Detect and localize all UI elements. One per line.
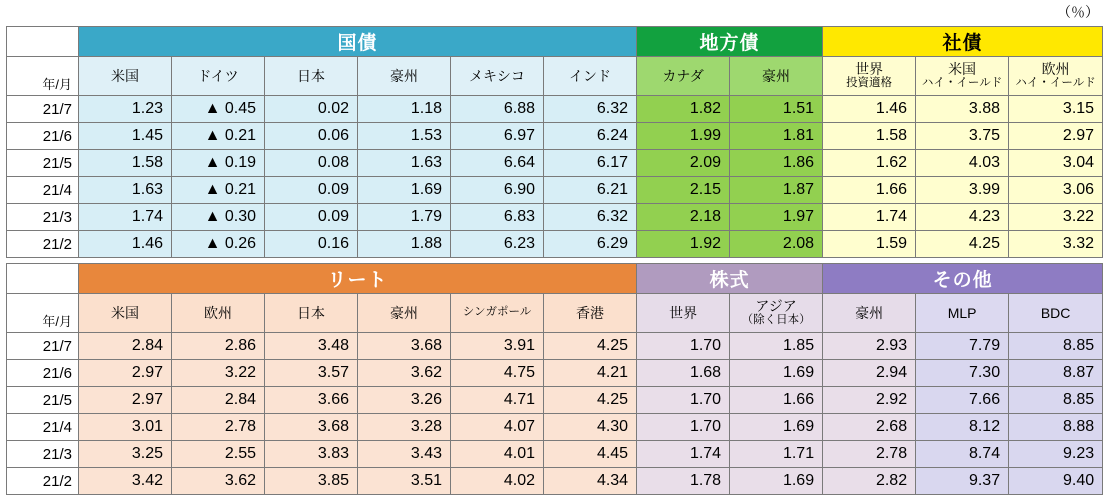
yield-tables [6,26,1103,495]
col-header-equity-asia-ex-japan: アジア （除く日本） [730,294,823,333]
cell-value: 1.69 [730,414,823,441]
cell-value: 1.69 [358,177,451,204]
cell-value: 6.88 [451,96,544,123]
cell-value: 6.21 [544,177,637,204]
cell-value: 3.99 [916,177,1009,204]
cell-value: 8.12 [916,414,1009,441]
cell-value: 0.09 [265,204,358,231]
cell-value: 6.32 [544,204,637,231]
cell-value: 1.99 [637,123,730,150]
cell-value: 1.66 [730,387,823,414]
cell-value: 7.30 [916,360,1009,387]
cell-value: ▲ 0.21 [172,123,265,150]
cell-value: 3.68 [358,333,451,360]
group-header-row-1 [7,27,1103,57]
cell-value: 4.02 [451,468,544,495]
cell-value: 4.71 [451,387,544,414]
row-period: 21/2 [7,468,79,495]
cell-value: 3.32 [1009,231,1103,258]
cell-value: 4.25 [544,387,637,414]
cell-value: 6.32 [544,96,637,123]
cell-value: 1.85 [730,333,823,360]
cell-value: 3.15 [1009,96,1103,123]
cell-value: 1.68 [637,360,730,387]
cell-value: 8.74 [916,441,1009,468]
col-header-jgb-us: 米国 [79,57,172,96]
cell-value: 1.71 [730,441,823,468]
cell-value: 9.37 [916,468,1009,495]
cell-value: 1.70 [637,333,730,360]
cell-value: 8.85 [1009,387,1103,414]
row-period: 21/7 [7,333,79,360]
col-header-reit-japan: 日本 [265,294,358,333]
cell-value: 4.34 [544,468,637,495]
cell-value: 6.97 [451,123,544,150]
cell-value: 2.92 [823,387,916,414]
group-header-muni: 地方債 [637,27,823,57]
row-period: 21/7 [7,96,79,123]
table-block-2 [6,263,1103,495]
cell-value: 4.07 [451,414,544,441]
cell-value: 2.78 [172,414,265,441]
cell-value: 3.66 [265,387,358,414]
table-block-1 [6,26,1103,258]
cell-value: 9.23 [1009,441,1103,468]
table-row [7,360,1103,387]
table-row [7,333,1103,360]
cell-value: 3.43 [358,441,451,468]
group-header-reit: リート [79,264,637,294]
row-period: 21/6 [7,123,79,150]
cell-value: 2.97 [79,387,172,414]
cell-value: 3.06 [1009,177,1103,204]
row-period: 21/2 [7,231,79,258]
unit-note: （％） [1057,4,1099,20]
cell-value: 1.70 [637,387,730,414]
cell-value: 3.91 [451,333,544,360]
cell-value: 4.23 [916,204,1009,231]
col-header-equity-global: 世界 [637,294,730,333]
cell-value: 0.08 [265,150,358,177]
col-header-other-bdc: BDC [1009,294,1103,333]
cell-value: 2.97 [79,360,172,387]
cell-value: 1.82 [637,96,730,123]
cell-value: 1.58 [79,150,172,177]
col-header-jgb-mexico: メキシコ [451,57,544,96]
cell-value: 3.57 [265,360,358,387]
cell-value: 2.86 [172,333,265,360]
cell-value: 1.53 [358,123,451,150]
cell-value: 3.83 [265,441,358,468]
cell-value: ▲ 0.45 [172,96,265,123]
cell-value: 7.66 [916,387,1009,414]
col-header-muni-canada: カナダ [637,57,730,96]
table-row [7,177,1103,204]
cell-value: 2.15 [637,177,730,204]
cell-value: 1.63 [358,150,451,177]
group-header-other: その他 [823,264,1103,294]
cell-value: ▲ 0.30 [172,204,265,231]
cell-value: 0.06 [265,123,358,150]
cell-value: 9.40 [1009,468,1103,495]
cell-value: 3.04 [1009,150,1103,177]
cell-value: 6.83 [451,204,544,231]
cell-value: 2.78 [823,441,916,468]
cell-value: 3.22 [1009,204,1103,231]
cell-value: 3.85 [265,468,358,495]
cell-value: 3.75 [916,123,1009,150]
cell-value: 3.62 [358,360,451,387]
cell-value: 3.51 [358,468,451,495]
table-row [7,468,1103,495]
row-period: 21/4 [7,177,79,204]
cell-value: 7.79 [916,333,1009,360]
col-header-corp-us-hy: 米国 ハイ・イールド [916,57,1009,96]
row-period: 21/3 [7,441,79,468]
cell-value: 1.79 [358,204,451,231]
cell-value: 2.97 [1009,123,1103,150]
col-header-reit-australia: 豪州 [358,294,451,333]
cell-value: 1.78 [637,468,730,495]
cell-value: 6.24 [544,123,637,150]
cell-value: 4.01 [451,441,544,468]
cell-value: 0.02 [265,96,358,123]
cell-value: 3.42 [79,468,172,495]
group-header-jgb: 国債 [79,27,637,57]
cell-value: 4.45 [544,441,637,468]
col-header-jgb-australia: 豪州 [358,57,451,96]
cell-value: 1.51 [730,96,823,123]
table-row [7,441,1103,468]
cell-value: 4.25 [916,231,1009,258]
cell-value: 2.94 [823,360,916,387]
cell-value: 1.86 [730,150,823,177]
cell-value: 6.23 [451,231,544,258]
group-header-equity: 株式 [637,264,823,294]
cell-value: 1.45 [79,123,172,150]
cell-value: 2.84 [172,387,265,414]
table-row [7,204,1103,231]
row-period: 21/6 [7,360,79,387]
cell-value: 1.74 [823,204,916,231]
cell-value: 3.48 [265,333,358,360]
cell-value: 1.23 [79,96,172,123]
col-header-reit-europe: 欧州 [172,294,265,333]
cell-value: 1.74 [79,204,172,231]
cell-value: 3.62 [172,468,265,495]
cell-value: 4.75 [451,360,544,387]
cell-value: 2.09 [637,150,730,177]
col-header-reit-us: 米国 [79,294,172,333]
cell-value: 1.58 [823,123,916,150]
cell-value: 2.68 [823,414,916,441]
cell-value: 2.84 [79,333,172,360]
cell-value: 3.26 [358,387,451,414]
cell-value: 8.88 [1009,414,1103,441]
cell-value: 1.97 [730,204,823,231]
col-header-corp-global-ig: 世界 投資適格 [823,57,916,96]
column-header-row-2 [7,294,1103,333]
col-header-jgb-germany: ドイツ [172,57,265,96]
col-header-other-mlp: MLP [916,294,1009,333]
col-header-muni-australia: 豪州 [730,57,823,96]
cell-value: ▲ 0.26 [172,231,265,258]
cell-value: 1.81 [730,123,823,150]
cell-value: 1.46 [823,96,916,123]
row-period: 21/5 [7,387,79,414]
cell-value: 2.93 [823,333,916,360]
cell-value: 2.08 [730,231,823,258]
table-row [7,387,1103,414]
group-header-corp: 社債 [823,27,1103,57]
table-row [7,414,1103,441]
cell-value: 1.88 [358,231,451,258]
col-header-corp-eu-hy: 欧州 ハイ・イールド [1009,57,1103,96]
year-month-header-2: 年/月 [7,294,79,333]
cell-value: 0.09 [265,177,358,204]
cell-value: 3.88 [916,96,1009,123]
col-header-reit-hongkong: 香港 [544,294,637,333]
cell-value: 2.82 [823,468,916,495]
cell-value: 8.87 [1009,360,1103,387]
cell-value: 4.21 [544,360,637,387]
cell-value: 6.64 [451,150,544,177]
row-period: 21/4 [7,414,79,441]
cell-value: 3.01 [79,414,172,441]
cell-value: 6.29 [544,231,637,258]
row-period: 21/3 [7,204,79,231]
cell-value: 3.25 [79,441,172,468]
cell-value: 1.74 [637,441,730,468]
cell-value: 1.66 [823,177,916,204]
cell-value: 1.46 [79,231,172,258]
corner-cell-2 [7,264,79,294]
cell-value: 1.87 [730,177,823,204]
col-header-reit-singapore: シンガポール [451,294,544,333]
cell-value: 3.22 [172,360,265,387]
cell-value: 1.69 [730,468,823,495]
group-header-row-2 [7,264,1103,294]
cell-value: 8.85 [1009,333,1103,360]
cell-value: 4.03 [916,150,1009,177]
year-month-header-1: 年/月 [7,57,79,96]
cell-value: 1.62 [823,150,916,177]
cell-value: ▲ 0.19 [172,150,265,177]
cell-value: 0.16 [265,231,358,258]
col-header-equity-australia: 豪州 [823,294,916,333]
corner-cell-1 [7,27,79,57]
table-row [7,150,1103,177]
col-header-jgb-japan: 日本 [265,57,358,96]
cell-value: 1.70 [637,414,730,441]
cell-value: 3.28 [358,414,451,441]
cell-value: 1.63 [79,177,172,204]
cell-value: 1.92 [637,231,730,258]
cell-value: 6.90 [451,177,544,204]
cell-value: 2.55 [172,441,265,468]
cell-value: 3.68 [265,414,358,441]
cell-value: 6.17 [544,150,637,177]
table-row [7,231,1103,258]
cell-value: 1.69 [730,360,823,387]
cell-value: ▲ 0.21 [172,177,265,204]
cell-value: 4.25 [544,333,637,360]
cell-value: 4.30 [544,414,637,441]
row-period: 21/5 [7,150,79,177]
cell-value: 1.18 [358,96,451,123]
cell-value: 1.59 [823,231,916,258]
col-header-jgb-india: インド [544,57,637,96]
cell-value: 2.18 [637,204,730,231]
table-row [7,123,1103,150]
column-header-row-1 [7,57,1103,96]
table-row [7,96,1103,123]
